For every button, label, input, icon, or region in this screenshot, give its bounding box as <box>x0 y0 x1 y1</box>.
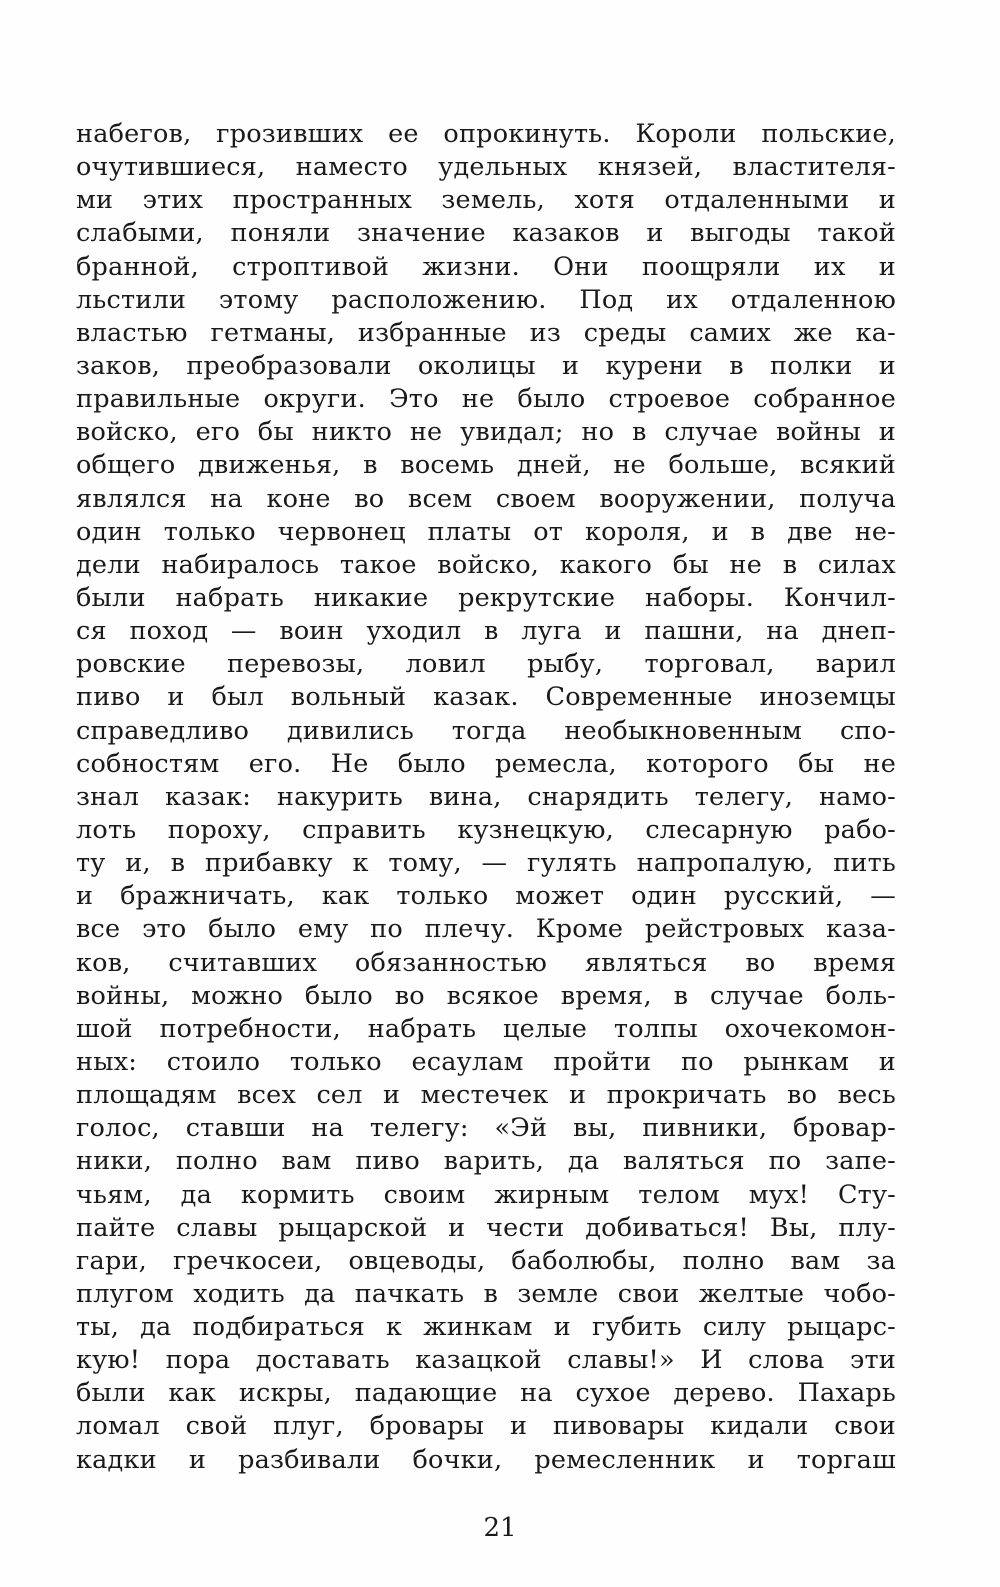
text-line: ту и, в прибавку к тому, — гулять напропалую, пить <box>76 848 896 879</box>
text-line: ломал свой плуг, бровары и пивовары кидали свои <box>76 1411 896 1442</box>
text-line: пиво и был вольный казак. Современные иноземцы <box>76 682 896 713</box>
text-line: войско, его бы никто не увидал; но в случае войны и <box>76 417 896 448</box>
text-line: знал казак: накурить вина, снарядить телегу, намо- <box>76 781 896 812</box>
text-line: слабыми, поняли значение казаков и выгоды такой <box>76 218 896 249</box>
text-line: правильные округи. Это не было строевое собранное <box>76 384 896 415</box>
text-line: лоть пороху, справить кузнецкую, слесарную рабо- <box>76 814 896 845</box>
text-line: льстили этому расположению. Под их отдаленною <box>76 284 896 315</box>
text-line: были как искры, падающие на сухое дерево. Пахарь <box>76 1378 896 1409</box>
text-line: войны, можно было во всякое время, в случае боль- <box>76 980 896 1011</box>
text-line: голос, ставши на телегу: «Эй вы, пивники, бровар- <box>76 1113 896 1144</box>
text-line: гари, гречкосеи, овцеводы, баболюбы, полно вам за <box>76 1245 896 1276</box>
body-text <box>76 118 896 1477</box>
text-line: ники, полно вам пиво варить, да валяться по запе- <box>76 1146 896 1177</box>
text-line: пайте славы рыцарской и чести добиваться! Вы, плу- <box>76 1212 896 1243</box>
text-line: ных: стоило только есаулам пройти по рынкам и <box>76 1046 896 1077</box>
page-number: 21 <box>483 1513 517 1543</box>
text-line: шой потребности, набрать целые толпы охочекомон- <box>76 1013 896 1044</box>
text-line: справедливо дивились тогда необыкновенным спо- <box>76 715 896 746</box>
text-line: ты, да подбираться к жинкам и губить силу рыцарс- <box>76 1312 896 1343</box>
text-line: ся поход — воин уходил в луга и пашни, на днеп- <box>76 616 896 647</box>
text-line: являлся на коне во всем своем вооружении, получа <box>76 483 896 514</box>
text-line: заков, преобразовали околицы и курени в полки и <box>76 350 896 381</box>
text-line: кую! пора доставать казацкой славы!» И слова эти <box>76 1345 896 1376</box>
text-line: ков, считавших обязанностью являться во время <box>76 947 896 978</box>
text-line: набегов, грозивших ее опрокинуть. Короли польские, <box>76 119 896 149</box>
text-line: один только червонец платы от короля, и в две не- <box>76 516 896 547</box>
text-line: и бражничать, как только может один русский, — <box>76 881 896 912</box>
text-line: дели набиралось такое войско, какого бы не в силах <box>76 549 896 580</box>
text-line: ровские перевозы, ловил рыбу, торговал, варил <box>76 649 896 680</box>
text-line: бранной, строптивой жизни. Они поощряли их и <box>76 251 896 282</box>
text-line: чьям, да кормить своим жирным телом мух! Сту- <box>76 1179 896 1210</box>
text-line: собностям его. Не было ремесла, которого бы не <box>76 748 896 779</box>
text-line: властью гетманы, избранные из среды самих же ка- <box>76 317 896 348</box>
text-line: все это было ему по плечу. Кроме рейстровых каза- <box>76 914 896 945</box>
text-line: очутившиеся, наместо удельных князей, властителя- <box>76 152 896 183</box>
text-line: были набрать никакие рекрутские наборы. Кончил- <box>76 582 896 613</box>
text-line: общего движенья, в восемь дней, не больше, всякий <box>76 450 896 481</box>
text-line: плугом ходить да пачкать в земле свои желтые чобо- <box>76 1278 896 1309</box>
text-line: ми этих пространных земель, хотя отдаленными и <box>76 185 896 216</box>
text-line: площадям всех сел и местечек и прокричать во весь <box>76 1080 896 1111</box>
text-line: кадки и разбивали бочки, ремесленник и торгаш <box>76 1444 896 1475</box>
